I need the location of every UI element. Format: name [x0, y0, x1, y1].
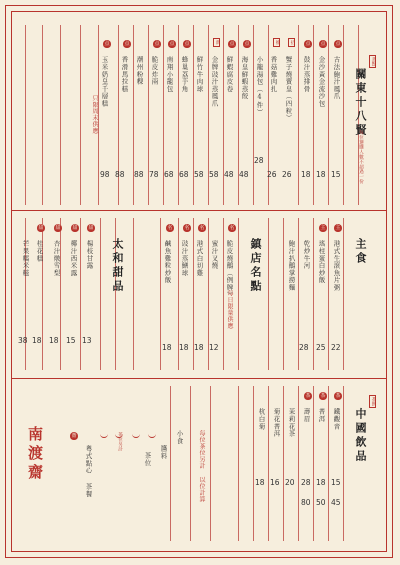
seal-icon: 点 — [335, 41, 341, 47]
menu-item-price: 38 — [18, 336, 28, 345]
dessert-title: 太和甜品 — [111, 238, 124, 294]
menu-item-price: 28 — [254, 156, 264, 165]
menu-item-price: 18 — [194, 343, 204, 352]
menu-item-price: 15 — [66, 336, 76, 345]
menu-item-name: 潮州粉粿 — [135, 56, 144, 86]
extra-item: 醬料 — [159, 445, 168, 460]
category-label: 茶飲 — [371, 397, 376, 406]
seal-icon: 点 — [104, 41, 110, 47]
menu-item-name: 瑤柱蛋白炒飯 — [317, 240, 326, 284]
seal-icon: 甜 — [72, 225, 78, 231]
menu-item-name: 芒果糯米糍 — [21, 240, 30, 277]
seal-icon: 点 — [184, 41, 190, 47]
menu-item-name: 香滑馬拉糕 — [120, 56, 129, 93]
menu-item-name: 鐵觀音 — [332, 408, 341, 430]
menu-item-price: 68 — [179, 170, 189, 179]
menu-item-note: 只限周末供應 — [91, 95, 98, 134]
menu-item-name: 蜂巢荔芋角 — [180, 56, 189, 93]
section-divider-2 — [11, 378, 387, 379]
menu-item-name: 鼓汁蒸排骨 — [302, 56, 311, 93]
menu-item-price: 16 — [270, 478, 280, 487]
menu-item-name: 普洱 — [317, 408, 326, 423]
menu-item-price: 48 — [224, 170, 234, 179]
seal-icon: 甜 — [88, 225, 94, 231]
brand-name: 南渡齋 — [26, 426, 44, 483]
menu-item-name: 菊花普洱 — [272, 408, 281, 438]
seal-icon: 点 — [154, 41, 160, 47]
seal-icon: 名 — [229, 225, 235, 231]
menu-item-price: 98 — [100, 170, 110, 179]
seal-icon: 名 — [167, 225, 173, 231]
seal-icon: 主 — [335, 225, 341, 231]
extra-item: 茶位 — [143, 452, 152, 467]
menu-item-price: 18 — [32, 336, 42, 345]
menu-item-price-pot: 50 — [316, 498, 326, 507]
seal-icon: 茶 — [335, 393, 341, 399]
menu-item-price: 58 — [194, 170, 204, 179]
menu-item-price: 28 — [301, 478, 311, 487]
menu-item-name: 金沙黃金流沙包 — [317, 56, 326, 108]
tea-note: 每位茶位另計 以位計算 — [198, 430, 205, 503]
menu-item-name: 鹹魚雞粒炒飯 — [163, 240, 172, 284]
section-subtitle: 每位選購人數不超過一份 — [358, 130, 364, 184]
menu-item-name: 椰汁西米露 — [69, 240, 78, 277]
menu-item-name: 壽眉 — [302, 408, 311, 423]
menu-item-name: 鮑汁扒鵝掌撈麵 — [287, 240, 296, 292]
menu-item-name: 桂花糕 — [35, 240, 44, 262]
menu-item-price: 25 — [316, 343, 326, 352]
brand-sub: 粵式點心 茶餐 — [84, 445, 93, 498]
menu-item-name: 鮮蝦腐皮卷 — [225, 56, 234, 93]
menu-item-price: 18 — [301, 170, 311, 179]
menu-item-price: 22 — [331, 343, 341, 352]
seal-icon: 茶 — [305, 393, 311, 399]
menu-item-name: 茉莉花茶 — [287, 408, 296, 438]
menu-item-price: 26 — [267, 170, 277, 179]
menu-item-price: 18 — [49, 336, 59, 345]
menu-item-name: 楊枝甘露 — [85, 240, 94, 270]
seal-icon: 点 — [169, 41, 175, 47]
seal-icon: 点 — [320, 41, 326, 47]
seal-icon: 点 — [124, 41, 130, 47]
menu-item-price: 68 — [164, 170, 174, 179]
menu-item-name: 脆皮燒鵝（例牌） — [225, 240, 234, 299]
menu-item-price: 15 — [331, 478, 341, 487]
seal-icon: 主 — [320, 225, 326, 231]
menu-item-name: 鮮竹牛肉球 — [195, 56, 204, 93]
menu-item-name: 杭白菊 — [257, 408, 266, 430]
tag-label: 推 — [275, 40, 280, 45]
menu-item-price: 12 — [209, 343, 219, 352]
menu-item-price: 18 — [162, 343, 172, 352]
section-title: 主食 — [354, 238, 367, 266]
menu-item-price: 15 — [331, 170, 341, 179]
seal-icon: 甜 — [55, 225, 61, 231]
menu-item-name: 蟹子燒賣皇（四粒） — [284, 56, 293, 122]
menu-item-name: 玉米奶皇千層糕 — [100, 56, 109, 108]
menu-item-name: 港式生滾魚片粥 — [332, 240, 341, 292]
seal-icon: 名 — [184, 225, 190, 231]
menu-item-price: 88 — [115, 170, 125, 179]
seal-icon: 点 — [244, 41, 250, 47]
seal-icon: 齋 — [71, 433, 77, 439]
menu-item-price: 18 — [316, 170, 326, 179]
menu-item-price: 18 — [255, 478, 265, 487]
menu-item-name: 金牌豉汁蒸鳳爪 — [210, 56, 219, 108]
menu-item-price: 78 — [149, 170, 159, 179]
menu-item-name: 古法鮑汁鳳爪 — [332, 56, 341, 100]
tag-label: 新 — [215, 40, 220, 45]
section-divider-1 — [11, 210, 387, 211]
seal-icon: 茶 — [320, 393, 326, 399]
menu-item-price-pot: 45 — [331, 498, 341, 507]
signature-title: 鎮店名點 — [249, 238, 262, 294]
menu-item-name: 海皇鮮蝦蒸餃 — [240, 56, 249, 100]
extras-note: 茶位另計 — [117, 432, 123, 452]
section-title: 中國飲品 — [354, 408, 367, 464]
seal-icon: 点 — [229, 41, 235, 47]
menu-item-price: 88 — [134, 170, 144, 179]
menu-item-price: 13 — [82, 336, 92, 345]
menu-item-name: 小籠湯包（4件） — [255, 56, 264, 116]
seal-icon: 名 — [199, 225, 205, 231]
category-label: 蒸點 — [371, 57, 376, 66]
menu-item-name: 南翔小籠包 — [165, 56, 174, 93]
extra-item: 小食 — [175, 430, 184, 445]
tag-label: 招 — [290, 40, 295, 45]
menu-item-price: 48 — [239, 170, 249, 179]
menu-item-price: 18 — [179, 343, 189, 352]
section-title: 關東十八賢 — [354, 68, 367, 138]
menu-item-price: 58 — [209, 170, 219, 179]
seal-icon: 点 — [305, 41, 311, 47]
menu-item-name: 蜜汁叉燒 — [210, 240, 219, 270]
menu-item-note: 每日限量供應 — [226, 290, 233, 329]
menu-item-name: 脆皮炸兩 — [150, 56, 159, 86]
menu-item-price: 26 — [282, 170, 292, 179]
menu-item-name: 杏汁燉雪梨 — [52, 240, 61, 277]
menu-item-name: 乾炒牛河 — [302, 240, 311, 270]
menu-item-name: 港式白切雞 — [195, 240, 204, 277]
menu-item-name: 豉汁蒸鱔球 — [180, 240, 189, 277]
menu-item-price: 20 — [285, 478, 295, 487]
menu-item-price-pot: 80 — [301, 498, 311, 507]
menu-item-price: 28 — [299, 343, 309, 352]
seal-icon: 甜 — [38, 225, 44, 231]
menu-item-price: 18 — [316, 478, 326, 487]
menu-item-name: 香菇雞肉扎 — [269, 56, 278, 93]
